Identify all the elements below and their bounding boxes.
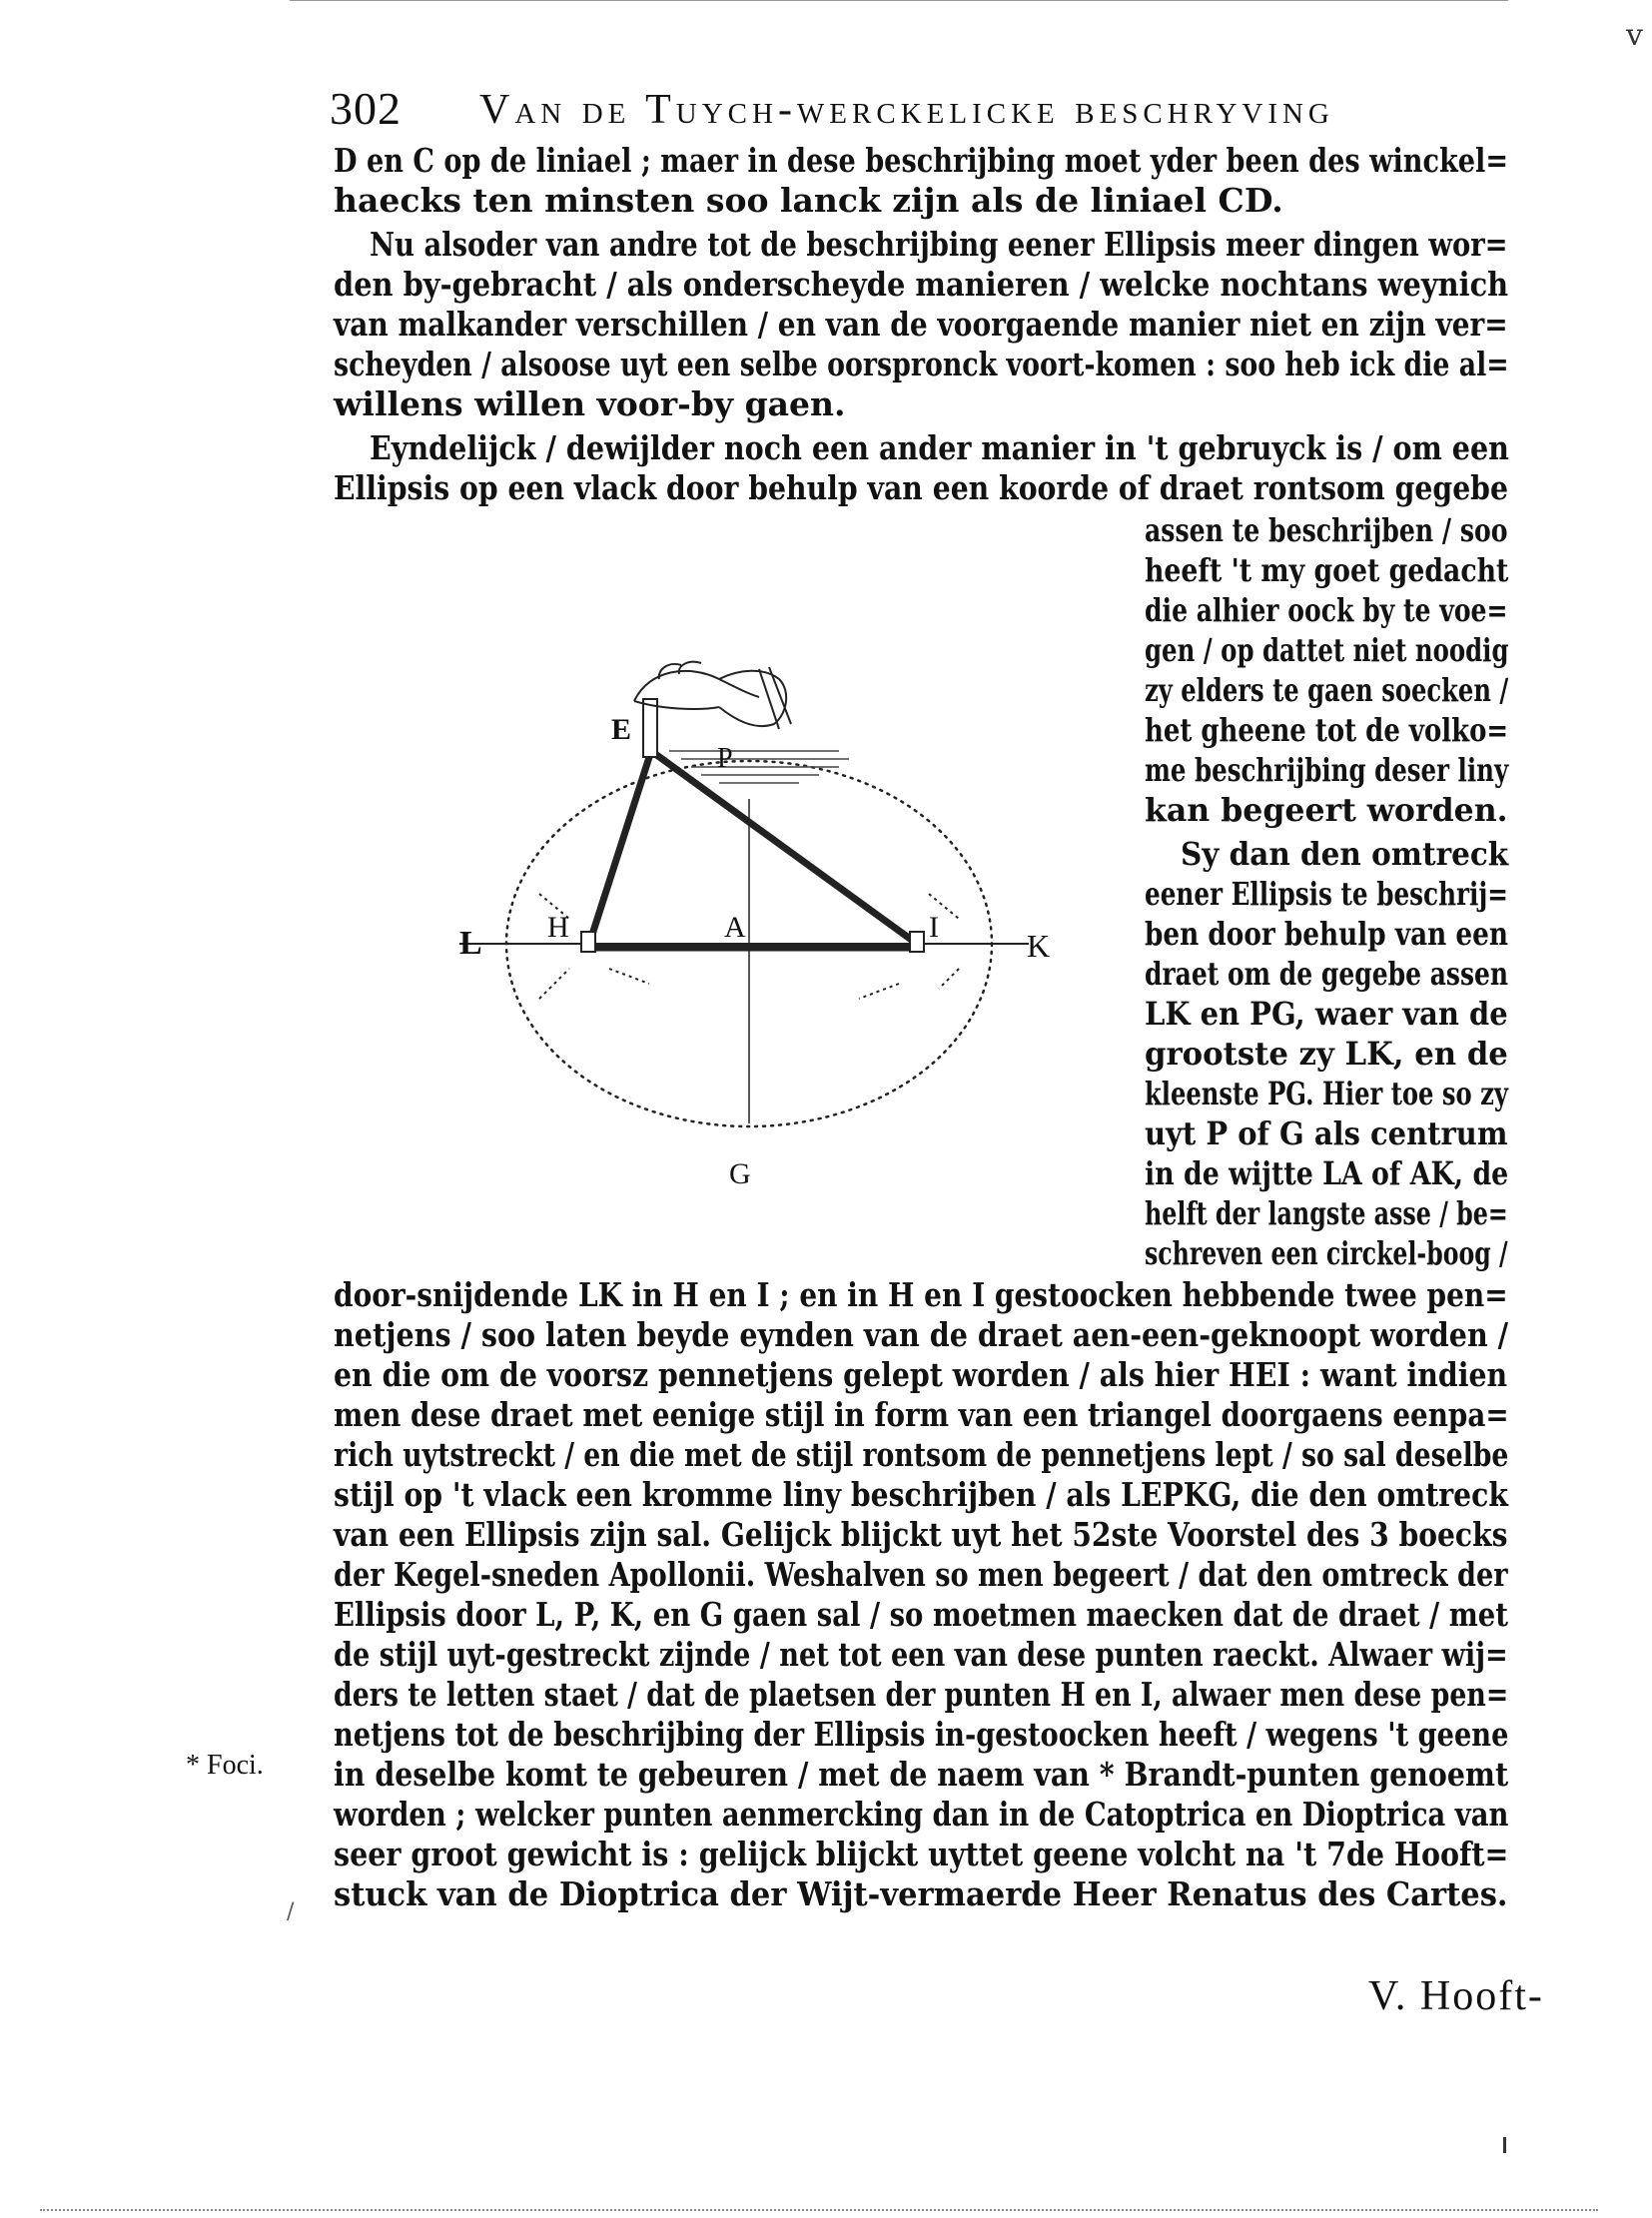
text-line: eener Ellipsis te beschrij= <box>1145 875 1508 913</box>
label-l: L <box>459 925 482 962</box>
text-line: zy elders te gaen soecken / <box>1145 671 1509 709</box>
stylus <box>643 699 657 757</box>
text-line: Sy dan den omtreck <box>1181 835 1509 873</box>
text-line: kan begeert worden. <box>1145 791 1508 829</box>
marginal-note: * Foci. <box>186 1750 264 1781</box>
text-line: die alhier oock by te voe= <box>1145 591 1508 629</box>
text-line: D en C op de liniael ; maer in dese beschrijbing moet yder been des winckel= <box>334 141 1509 180</box>
text-line: heeft 't my goet gedacht <box>1145 551 1509 589</box>
stray-mark: / <box>287 1899 295 1924</box>
text-line: stuck van de Dioptrica der Wijt-vermaerde Heer Renatus des Cartes. <box>334 1874 1508 1913</box>
shadow-hatching <box>669 751 849 783</box>
label-h: H <box>547 911 569 944</box>
text-line: LK en PG, waer van de <box>1145 995 1508 1033</box>
text-line: scheyden / alsoose uyt een selbe oorspronck voort-komen : soo heb ick die al= <box>334 345 1509 383</box>
text-line: worden ; welcker punten aenmercking dan in de Catoptrica en Dioptrica van <box>334 1795 1509 1834</box>
text-line: in deselbe komt te gebeuren / met de naem van * Brandt-punten genoemt <box>334 1755 1509 1794</box>
text-line: Ellipsis op een vlack door behulp van een koorde of draet rontsom gegebe <box>334 468 1508 507</box>
text-line: draet om de gegebe assen <box>1145 955 1509 993</box>
text-line: haecks ten minsten soo lanck zijn als de liniael CD. <box>334 181 1283 220</box>
text-line: kleenste PG. Hier toe so zy <box>1145 1075 1508 1112</box>
page-number: 302 <box>330 83 402 134</box>
running-head <box>330 82 1478 142</box>
text-line: Eyndelijck / dewijlder noch een ander manier in 't gebruyck is / om een <box>370 428 1509 467</box>
text-line: grootste zy LK, en de <box>1145 1035 1508 1073</box>
label-g: G <box>729 1157 751 1190</box>
text-line: rich uytstreckt / en die met de stijl rontsom de pennetjens lept / so sal deselbe <box>334 1435 1509 1474</box>
label-i: I <box>929 911 939 944</box>
text-line: gen / op dattet niet noodig <box>1145 631 1509 669</box>
label-k: K <box>1027 928 1051 964</box>
text-line: van malkander verschillen / en van de voorgaende manier niet en zijn ver= <box>334 305 1508 344</box>
text-line: schreven een circkel-boog / <box>1145 1234 1508 1272</box>
pin-h <box>581 932 595 952</box>
text-line: het gheene tot de volko= <box>1145 711 1509 749</box>
text-line: der Kegel-sneden Apollonii. Weshalven so men begeert / dat den omtreck der <box>334 1555 1508 1594</box>
text-line: willens willen voor-by gaen. <box>334 384 846 423</box>
text-line: Ellipsis door L, P, K, en G gaen sal / so moetmen maecken dat de draet / met <box>334 1595 1508 1634</box>
text-line: seer groot gewicht is : gelijck blijckt uyttet geene volcht na 't 7de Hooft= <box>334 1835 1509 1873</box>
page-top-edge <box>290 0 1508 1</box>
text-line: assen te beschrijben / soo <box>1145 511 1508 549</box>
catchword: V. Hooft- <box>1368 1973 1544 2019</box>
text-line: door-snijdende LK in H en I ; en in H en I gestoocken hebbende twee pen= <box>334 1275 1508 1314</box>
text-line: van een Ellipsis zijn sal. Gelijck blijckt uyt het 52ste Voorstel des 3 boecks <box>334 1515 1508 1554</box>
page-bottom-edge <box>40 2209 1598 2213</box>
text-line: helft der langste asse / be= <box>1145 1194 1508 1232</box>
text-line: men dese draet met eenige stijl in form van een triangel doorgaens eenpa= <box>334 1395 1509 1434</box>
label-p: P <box>717 743 733 774</box>
text-line: en die om de voorsz pennetjens gelept worden / als hier HEI : want indien <box>334 1355 1508 1394</box>
bottom-mark <box>1503 2137 1506 2153</box>
text-line: ben door behulp van een <box>1145 915 1509 953</box>
text-line: ders te letten staet / dat de plaetsen der punten H en I, alwaer men dese pen= <box>334 1675 1509 1714</box>
text-line: den by-gebracht / als onderscheyde manieren / welcke nochtans weynich <box>334 265 1509 304</box>
text-line: stijl op 't vlack een kromme liny beschrijben / als LEPKG, die den omtreck <box>334 1475 1508 1514</box>
running-title: Van de Tuych-werckelicke beschryving <box>479 87 1334 133</box>
label-a: A <box>724 911 746 944</box>
text-line: in de wijtte LA of AK, de <box>1145 1154 1509 1192</box>
text-line: netjens tot de beschrijbing der Ellipsis in-gestoocken heeft / wegens 't geene <box>334 1715 1509 1754</box>
text-line: netjens / soo laten beyde eynden van de draet aen-een-geknoopt worden / <box>334 1315 1509 1354</box>
corner-mark: v <box>1626 18 1643 53</box>
text-line: Nu alsoder van andre tot de beschrijbing eener Ellipsis meer dingen wor= <box>370 225 1508 264</box>
text-line: me beschrijbing deser liny <box>1145 751 1509 789</box>
ellipse-diagram <box>419 639 1139 1198</box>
label-e: E <box>611 713 632 746</box>
pin-i <box>910 932 924 952</box>
ellipse-figure <box>419 639 1139 1198</box>
text-line: uyt P of G als centrum <box>1145 1114 1508 1152</box>
thread-segment-ei <box>651 751 917 944</box>
text-line: de stijl uyt-gestreckt zijnde / net tot een van dese punten raeckt. Alwaer wij= <box>334 1635 1508 1674</box>
thread-segment-he <box>589 751 651 944</box>
